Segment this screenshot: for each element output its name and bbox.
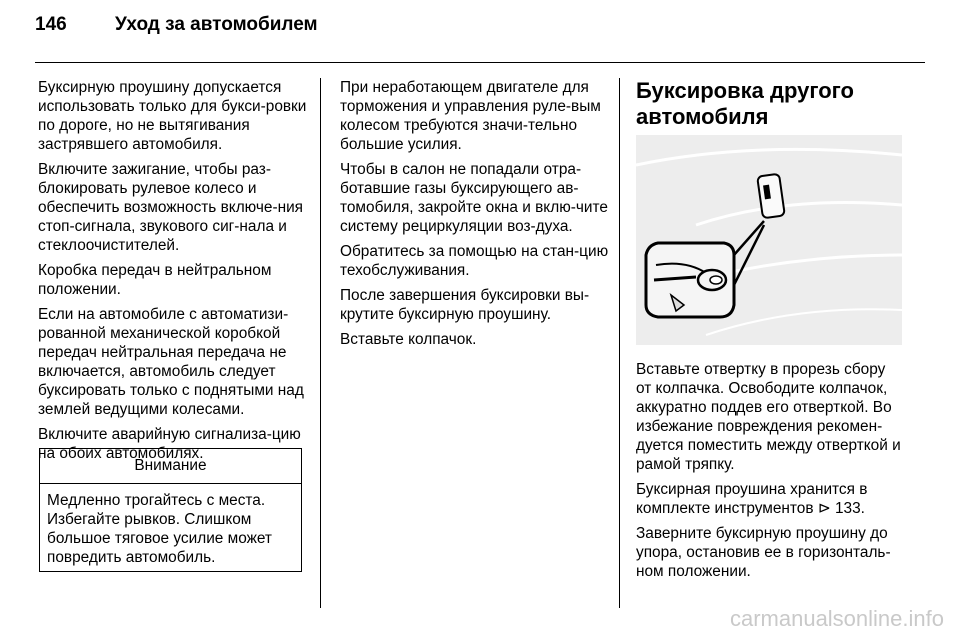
paragraph: Вставьте колпачок. [340,331,477,348]
paragraph: Буксирная проушина хранится в комплекте инструментов ⊳ 133. [636,481,868,517]
page-header [35,14,318,48]
paragraph: Вставьте отвертку в прорезь сбору от колпачка. Освободите колпачок, аккуратно поддев его отверткой. Во избежание повреждения рекомен-дуется поместить между отверткой и рамой тряпку. [636,361,901,473]
column-3 [636,360,904,587]
paragraph: После завершения буксировки вы-крутите буксирную проушину. [340,287,590,323]
column-divider [619,78,620,608]
column-2 [340,78,610,355]
paragraph: Буксирную проушину допускается использовать только для букси-ровки по дороге, но не вытягивания застрявшего автомобиля. [38,79,307,153]
header-rule [35,62,925,63]
column-1 [38,78,308,469]
paragraph: Включите зажигание, чтобы раз-блокировать рулевое колесо и обеспечить возможность включе-ния стоп-сигнала, звукового сиг-нала и стеклоочистителей. [38,161,304,254]
paragraph: Коробка передач в нейтральном положении. [38,262,272,298]
page-title: Уход за автомобилем [115,14,318,35]
warning-title: Внимание [40,449,301,484]
column-divider [320,78,321,608]
paragraph: Чтобы в салон не попадали отра-ботавшие газы буксирующего ав-томобиля, закройте окна и вклю-чите систему рециркуляции воз-духа. [340,161,608,235]
paragraph: Обратитесь за помощью на стан-цию техобслуживания. [340,243,609,279]
paragraph: Если на автомобиле с автоматизи-рованной механической коробкой передач нейтральная передача не включается, автомобиль следует буксировать только с поднятыми над землей ведущими колесами. [38,306,304,418]
tow-eye-illustration [636,135,902,345]
page-number: 146 [35,14,67,35]
warning-box [39,448,302,572]
paragraph: Заверните буксирную проушину до упора, остановив ее в горизонталь-ном положении. [636,525,891,580]
paragraph: Включите аварийную сигнализа-цию на обоих автомобилях. [38,426,301,462]
section-heading: Буксировка другого автомобиля [636,78,854,129]
paragraph: При неработающем двигателе для торможения и управления руле-вым колесом требуются значи-тельно большие усилия. [340,79,601,153]
watermark: carmanualsonline.info [729,606,944,631]
warning-text: Медленно трогайтесь с места. Избегайте рывков. Слишком большое тяговое усилие может повредить автомобиль. [47,492,272,566]
